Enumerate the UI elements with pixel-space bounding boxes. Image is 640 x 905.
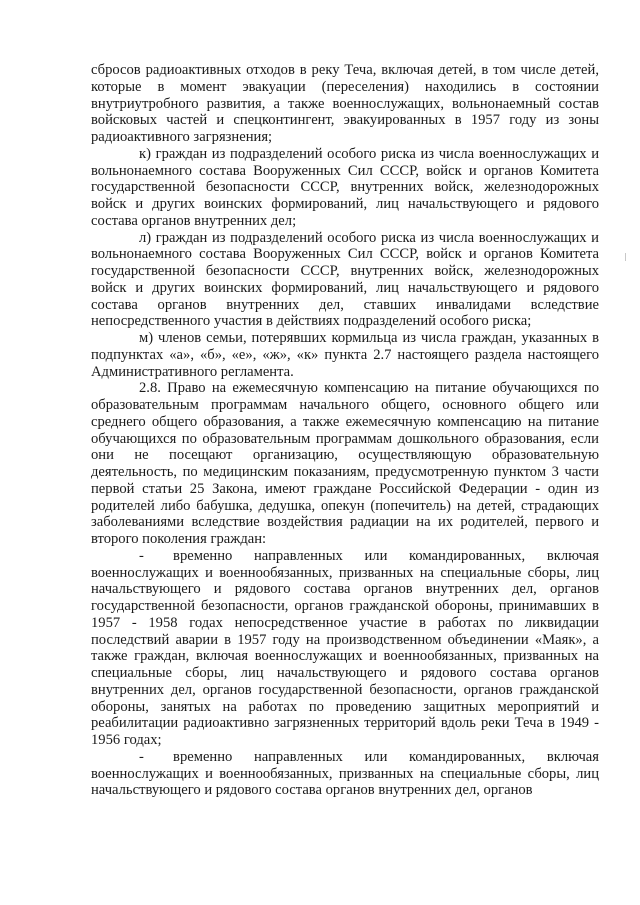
document-page (91, 62, 599, 799)
paragraph-subitem-m: м) членов семьи, потерявших кормильца из числа граждан, указанных в подпунктах «а», «б», «е», «ж», «к» пункта 2.7 настоящего раздела настоящего Административного регламента. (91, 330, 599, 380)
scan-margin-mark (625, 253, 626, 261)
paragraph-subitem-l: л) граждан из подразделений особого риска из числа военнослужащих и вольнонаемного состава Вооруженных Сил СССР, войск и органов Комитета государственной безопасности СССР, внутренних войск, железнодорожных войск и других воинских формирований, лиц начальствующего и рядового состава органов внутренних дел, ставших инвалидами вследствие непосредственного участия в действиях подразделений особого риска; (91, 229, 599, 330)
paragraph-section-2-8: 2.8. Право на ежемесячную компенсацию на питание обучающихся по образовательным программам начального общего, основного общего или среднего общего образования, а также ежемесячную компенсацию на питание обучающихся по образовательным программам дошкольного образования, если они не посещают организацию, осуществляющую образовательную деятельность, по медицинским показаниям, предусмотренную пунктом 3 части первой статьи 25 Закона, имеют граждане Российской Федерации - один из родителей либо бабушка, дедушка, опекун (попечитель) на детей, страдающих заболеваниями вследствие воздействия радиации на их родителей, первого и второго поколения граждан: (91, 380, 599, 547)
list-item-dash-2-text: - временно направленных или командированных, включая военнослужащих и военнообязанных, призванных на специальные сборы, лиц начальствующего и рядового состава органов внутренних дел, органов (91, 748, 599, 799)
paragraph-subitem-k: к) граждан из подразделений особого риска из числа военнослужащих и вольнонаемного состава Вооруженных Сил СССР, войск и органов Комитета государственной безопасности СССР, внутренних войск, железнодорожных войск и других воинских формирований, лиц начальствующего и рядового состава органов внутренних дел; (91, 145, 599, 229)
list-item-dash-2 (91, 749, 599, 799)
list-item-dash-1-text: - временно направленных или командированных, включая военнослужащих и военнообязанных, призванных на специальные сборы, лиц начальствующего и рядового состава органов внутренних дел, органов государственной безопасности, органов гражданской обороны, принимавших в 1957 - 1958 годах непосредственное участие в работах по ликвидации последствий аварии в 1957 году на производственном объединении «Маяк», а также граждан, включая военнослужащих и военнообязанных, призванных на специальные сборы, лиц начальствующего и рядового состава органов внутренних дел, органов государственной безопасности, органов гражданской обороны, занятых на работах по проведению защитных мероприятий и реабилитации радиоактивно загрязненных территорий вдоль реки Теча в 1949 - 1956 годах; (91, 547, 599, 748)
list-item-dash-1 (91, 548, 599, 749)
paragraph-continuation: сбросов радиоактивных отходов в реку Теча, включая детей, в том числе детей, которые в момент эвакуации (переселения) находились в состоянии внутриутробного развития, а также военнослужащих, вольнонаемный состав войсковых частей и спецконтингент, эвакуированных в 1957 году из зоны радиоактивного загрязнения; (91, 62, 599, 145)
